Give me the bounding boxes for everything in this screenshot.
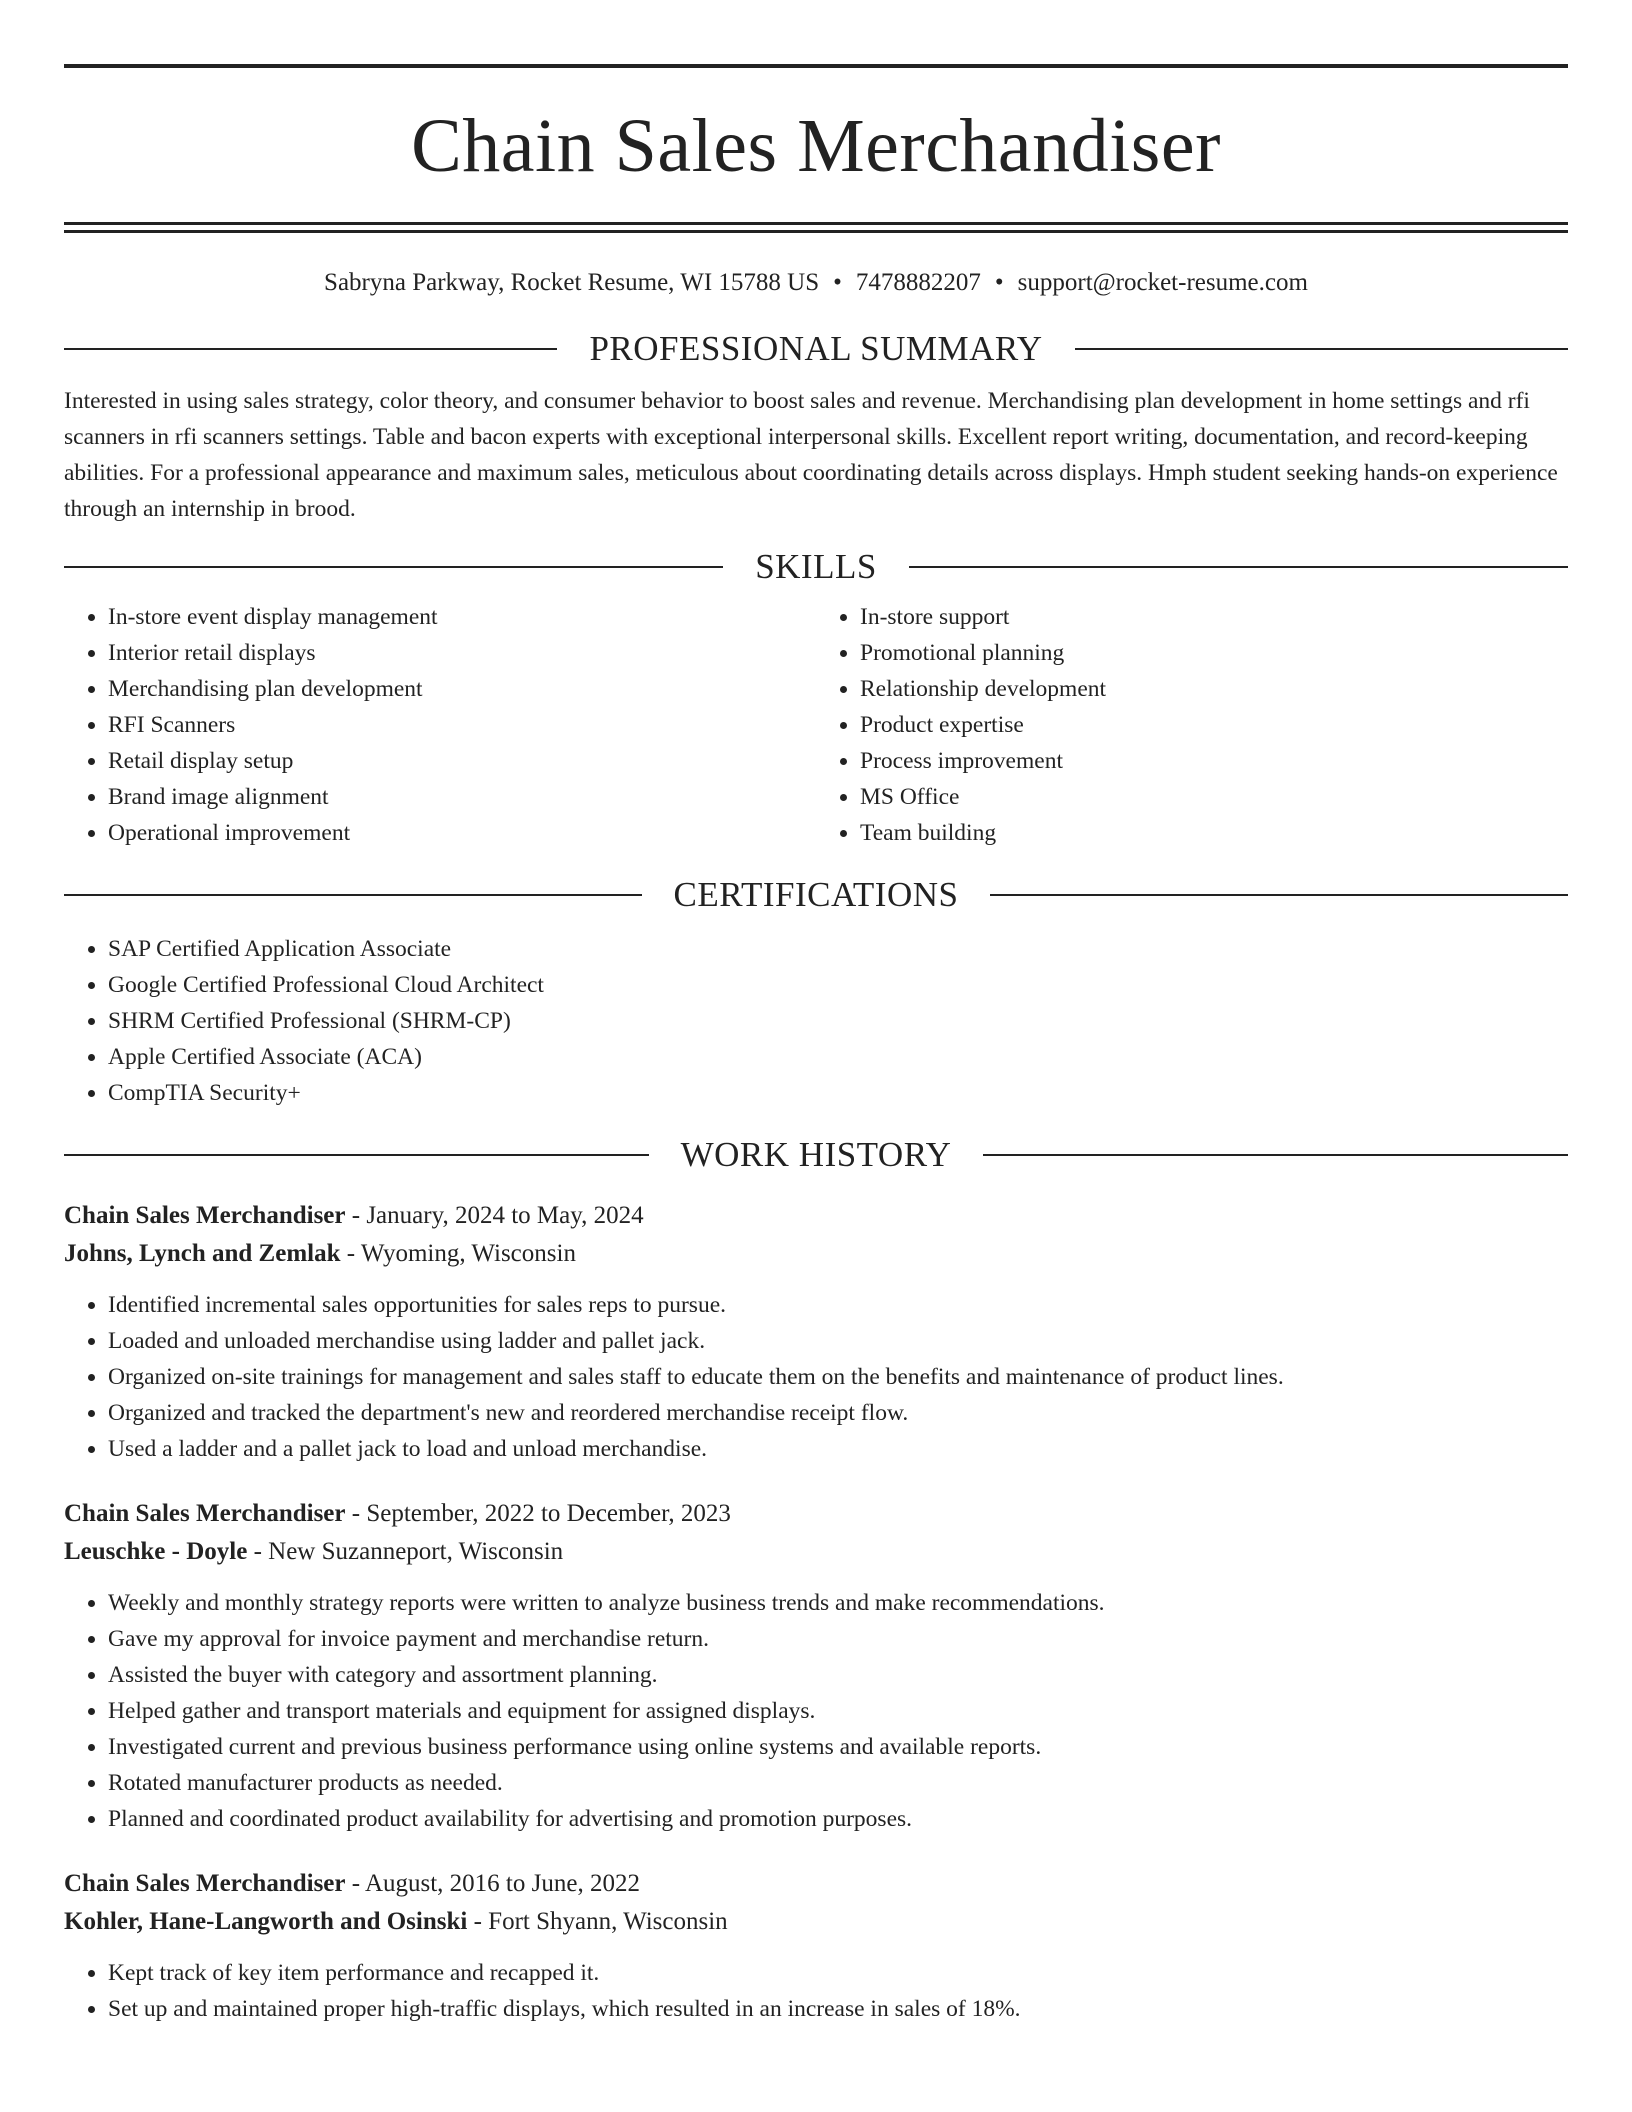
job-bullet: • Organized on-site trainings for management and sales staff to educate them on the benefits and maintenance of product lines. [108,1359,1568,1395]
job-bullet: • Investigated current and previous business performance using online systems and available reports. [108,1729,1568,1765]
certification-item: • SAP Certified Application Associate [108,931,1568,967]
skill-item: • In-store support [860,599,1568,635]
section-rule-right [1075,348,1568,350]
skill-item: • Merchandising plan development [108,671,816,707]
section-rule-left [64,1154,649,1156]
skills-list-right [816,599,1568,851]
contact-email: support@rocket-resume.com [1017,269,1308,296]
skill-item: • Process improvement [860,743,1568,779]
resume-title: Chain Sales Merchandiser [411,104,1221,188]
skills-list-left [64,599,816,851]
job-bullet: • Planned and coordinated product availability for advertising and promotion purposes. [108,1801,1568,1837]
section-header-work [64,1131,1568,1179]
section-header-skills [64,543,1568,591]
job-bullet: • Loaded and unloaded merchandise using ladder and pallet jack. [108,1323,1568,1359]
title-double-rule [64,222,1568,233]
skill-item: • RFI Scanners [108,707,816,743]
work-history-list [64,1197,1568,2027]
job-bullets [64,1585,1568,1837]
job-title-line [64,1495,1568,1533]
resume-page [64,64,1568,2027]
section-rule-right [990,894,1568,896]
job-title-line [64,1865,1568,1903]
section-rule-left [64,348,557,350]
skill-item: • Relationship development [860,671,1568,707]
job-bullet: • Set up and maintained proper high-traffic displays, which resulted in an increase in sales of 18%. [108,1991,1568,2027]
skill-item: • Operational improvement [108,815,816,851]
job-bullet: • Assisted the buyer with category and assortment planning. [108,1657,1568,1693]
job-entry [64,1865,1568,2027]
contact-separator: • [994,269,1004,296]
certification-item: • Apple Certified Associate (ACA) [108,1039,1568,1075]
contact-address: Sabryna Parkway, Rocket Resume, WI 15788 US [324,269,820,296]
section-title-work: WORK HISTORY [680,1135,952,1174]
skill-item: • Team building [860,815,1568,851]
job-title: Chain Sales Merchandiser [64,1870,346,1897]
job-bullet: • Rotated manufacturer products as needed. [108,1765,1568,1801]
job-company-line [64,1533,1568,1571]
skill-item: • Brand image alignment [108,779,816,815]
section-title-skills: SKILLS [755,547,877,586]
job-bullet: • Used a ladder and a pallet jack to load and unload merchandise. [108,1431,1568,1467]
job-bullet: • Weekly and monthly strategy reports were written to analyze business trends and make recommendations. [108,1585,1568,1621]
job-bullet: • Identified incremental sales opportunities for sales reps to pursue. [108,1287,1568,1323]
section-title-summary: PROFESSIONAL SUMMARY [589,329,1043,368]
job-bullets [64,1287,1568,1467]
job-company: Kohler, Hane-Langworth and Osinski [64,1908,468,1935]
job-entry [64,1197,1568,1467]
section-header-certifications [64,871,1568,919]
job-dates: - August, 2016 to June, 2022 [345,1870,640,1897]
job-entry [64,1495,1568,1837]
section-rule-right [909,566,1568,568]
job-location: - Fort Shyann, Wisconsin [467,1908,728,1935]
top-rule [64,64,1568,68]
job-title-line [64,1197,1568,1235]
job-company-line [64,1903,1568,1941]
certification-item: • CompTIA Security+ [108,1075,1568,1111]
certification-item: • SHRM Certified Professional (SHRM-CP) [108,1003,1568,1039]
job-company: Leuschke - Doyle [64,1538,248,1565]
summary-text: Interested in using sales strategy, color theory, and consumer behavior to boost sales and revenue. Merchandising plan development in home settings and rfi scanners in rfi scanners settings. Table and bacon experts with exceptional interpersonal skills. Excellent report writing, documentation, and record-keeping abilities. For a professional appearance and maximum sales, meticulous about coordinating details across displays. Hmph student seeking hands-on experience through an internship in brood. [64,388,1558,522]
skill-item: • Interior retail displays [108,635,816,671]
job-company-line [64,1235,1568,1273]
job-company: Johns, Lynch and Zemlak [64,1240,341,1267]
certification-item: • Google Certified Professional Cloud Architect [108,967,1568,1003]
job-bullet: • Helped gather and transport materials and equipment for assigned displays. [108,1693,1568,1729]
skill-item: • Product expertise [860,707,1568,743]
skill-item: • MS Office [860,779,1568,815]
certifications-list [64,931,1568,1111]
job-bullets [64,1955,1568,2027]
job-location: - Wyoming, Wisconsin [340,1240,576,1267]
job-bullet: • Organized and tracked the department's new and reordered merchandise receipt flow. [108,1395,1568,1431]
section-header-summary [64,325,1568,373]
section-rule-right [983,1154,1568,1156]
skill-item: • Retail display setup [108,743,816,779]
job-dates: - September, 2022 to December, 2023 [345,1500,731,1527]
section-rule-left [64,566,723,568]
job-dates: - January, 2024 to May, 2024 [345,1202,644,1229]
contact-line [64,267,1568,299]
job-title: Chain Sales Merchandiser [64,1202,346,1229]
job-bullet: • Kept track of key item performance and recapped it. [108,1955,1568,1991]
section-rule-left [64,894,642,896]
skill-item: • In-store event display management [108,599,816,635]
job-title: Chain Sales Merchandiser [64,1500,346,1527]
skills-columns [64,599,1568,851]
section-title-certifications: CERTIFICATIONS [673,875,959,914]
contact-separator: • [833,269,842,296]
job-bullet: • Gave my approval for invoice payment and merchandise return. [108,1621,1568,1657]
job-location: - New Suzanneport, Wisconsin [247,1538,564,1565]
contact-phone: 7478882207 [855,269,981,296]
skill-item: • Promotional planning [860,635,1568,671]
